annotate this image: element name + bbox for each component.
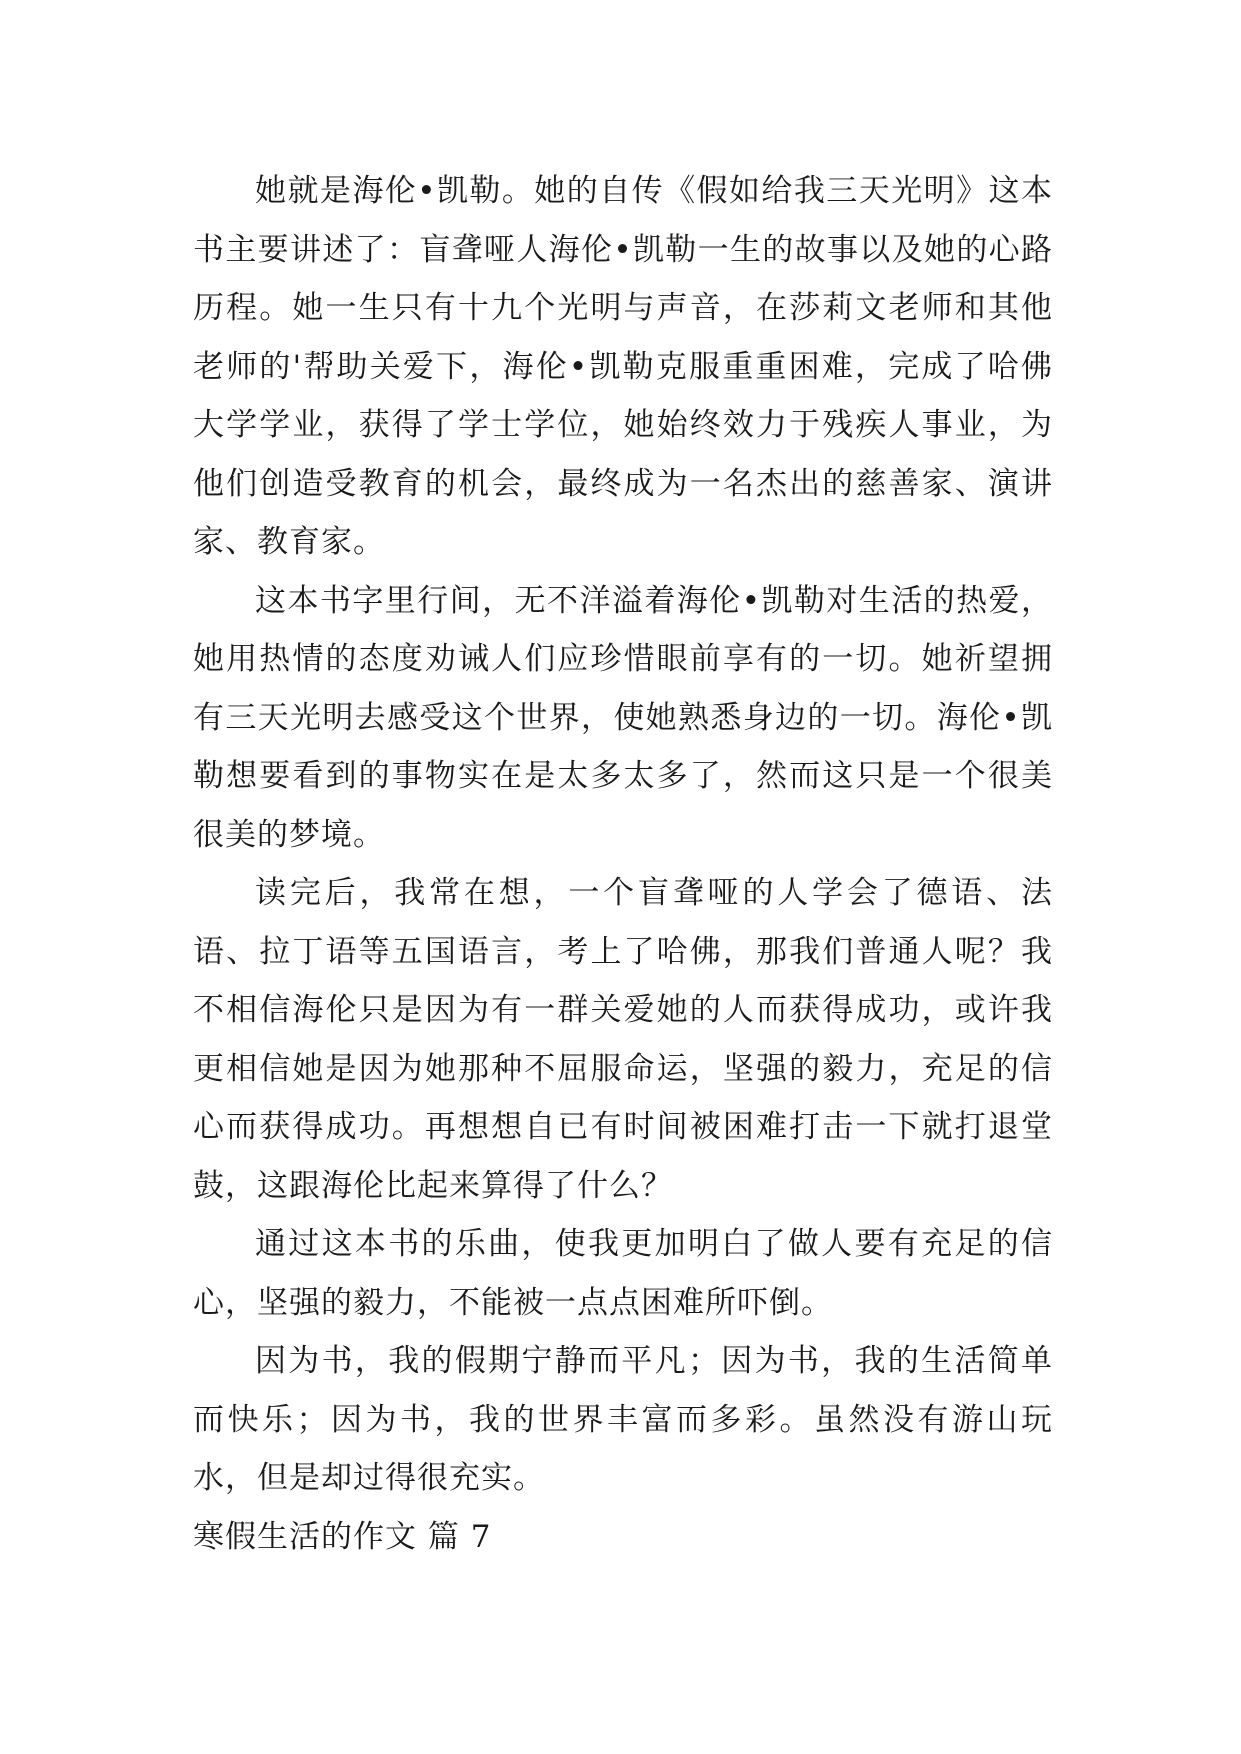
section-heading: 寒假生活的作文 篇 7: [193, 1518, 492, 1555]
paragraph-reflection: 读完后，我常在想，一个盲聋哑的人学会了德语、法语、拉丁语等五国语言，考上了哈佛，那我们普通人呢？我不相信海伦只是因为有一群关爱她的人而获得成功，或许我更相信她是因为她那种不屈服命运，坚强的毅力，充足的信心而获得成功。再想想自已有时间被困难打击一下就打退堂鼓，这跟海伦比起来算得了什么？: [193, 875, 1053, 1204]
paragraph-book-themes: 这本书字里行间，无不洋溢着海伦•凯勒对生活的热爱，她用热情的态度劝诫人们应珍惜眼前享有的一切。她祈望拥有三天光明去感受这个世界，使她熟悉身边的一切。海伦•凯勒想要看到的事物实在是太多太多了，然而这只是一个很美很美的梦境。: [193, 582, 1053, 853]
paragraph-conclusion: 因为书，我的假期宁静而平凡；因为书，我的生活简单而快乐；因为书，我的世界丰富而多彩。虽然没有游山玩水，但是却过得很充实。: [193, 1343, 1053, 1496]
paragraph-helen-keller-intro: 她就是海伦•凯勒。她的自传《假如给我三天光明》这本书主要讲述了：盲聋哑人海伦•凯勒一生的故事以及她的心路历程。她一生只有十九个光明与声音，在莎莉文老师和其他老师的'帮助关爱下，海伦•凯勒克服重重困难，完成了哈佛大学学业，获得了学士学位，她始终效力于残疾人事业，为他们创造受教育的机会，最终成为一名杰出的慈善家、演讲家、教育家。: [193, 173, 1053, 560]
paragraph-lesson: 通过这本书的乐曲，使我更加明白了做人要有充足的信心，坚强的毅力，不能被一点点困难所吓倒。: [193, 1226, 1053, 1321]
article-body: [193, 162, 1053, 1566]
